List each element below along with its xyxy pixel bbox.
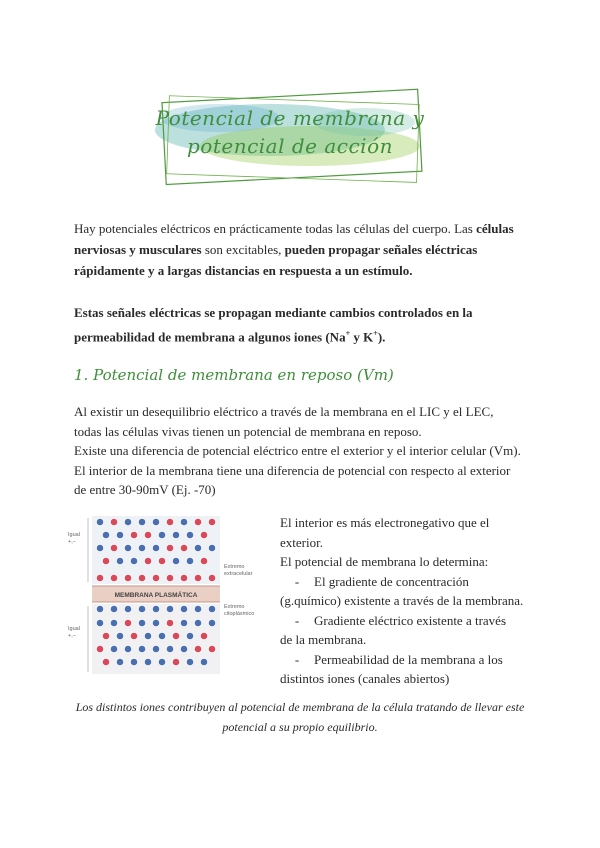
section-1-paragraph [74,402,534,500]
cytoplasmic-label-2: citoplásmico [224,611,255,617]
membrane-diagram [68,512,268,680]
cation-icon [194,574,201,581]
caption-line: potencial a su propio equilibrio. [222,720,378,734]
cation-icon [138,574,145,581]
section-1-line: todas las células vivas tienen un potencial de membrana en reposo. [74,423,422,439]
cation-icon [194,645,201,652]
intro2-sup-1: + [345,329,351,338]
section-1-line: El interior de la membrana tiene una diferencia de potencial con respecto al exterior [74,462,511,478]
list-dash: - [294,651,300,667]
anion-icon [96,518,103,525]
intro2-bold-3: ). [377,329,386,345]
anion-icon [186,557,193,564]
anion-icon [130,658,137,665]
cation-icon [130,632,137,639]
anion-icon [124,605,131,612]
anion-icon [144,658,151,665]
anion-icon [138,518,145,525]
bottom-left-label-2: +,− [68,633,76,639]
list-item-text-cont: de la membrana. [280,632,367,647]
title-line-1: Potencial de membrana y [155,106,425,130]
anion-icon [144,632,151,639]
anion-icon [158,531,165,538]
list-item-text: Gradiente eléctrico existente a través [314,612,507,628]
cation-icon [144,557,151,564]
anion-icon [194,544,201,551]
cation-icon [124,619,131,626]
anion-icon [172,531,179,538]
intro2-bold-2: y K [350,329,374,345]
anion-icon [158,632,165,639]
anion-icon [166,605,173,612]
anion-icon [116,658,123,665]
cation-icon [110,574,117,581]
section-1-line: Al existir un desequilibrio eléctrico a través de la membrana en el LIC y el LEC, [74,404,494,419]
cation-icon [194,518,201,525]
intro-bold-1: células nerviosas y musculares [74,221,514,257]
cation-icon [200,531,207,538]
anion-icon [166,645,173,652]
cation-icon [110,518,117,525]
bottom-left-label: Igual [68,626,80,632]
side-list-item [280,611,540,631]
anion-icon [152,645,159,652]
anion-icon [110,619,117,626]
anion-icon [138,544,145,551]
anion-icon [130,557,137,564]
top-left-label-2: +,− [68,539,76,545]
cation-icon [166,544,173,551]
anion-icon [194,605,201,612]
cation-icon [180,574,187,581]
side-line: El potencial de membrana lo determina: [280,554,489,569]
cation-icon [208,574,215,581]
anion-icon [194,619,201,626]
anion-icon [208,605,215,612]
anion-icon [96,605,103,612]
cation-icon [180,544,187,551]
anion-icon [152,518,159,525]
anion-icon [116,557,123,564]
extracellular-label-2: extracelular [224,571,253,577]
cation-icon [158,557,165,564]
anion-icon [152,605,159,612]
anion-icon [110,645,117,652]
anion-icon [124,645,131,652]
cation-icon [96,574,103,581]
intro-paragraph-2 [74,302,534,347]
side-list-item [280,650,540,670]
anion-icon [208,619,215,626]
anion-icon [116,632,123,639]
cation-icon [166,619,173,626]
anion-icon [180,518,187,525]
list-item-text: Permeabilidad de la membrana a los [314,651,503,667]
anion-icon [138,605,145,612]
list-dash: - [294,612,300,628]
intro2-sup-2: + [373,329,378,338]
cation-icon [208,645,215,652]
intro-text-2: son excitables, [201,242,285,257]
anion-icon [138,645,145,652]
cation-icon [102,557,109,564]
side-text [280,513,540,689]
list-item-text: El gradiente de concentración [314,573,469,589]
anion-icon [152,619,159,626]
anion-icon [186,658,193,665]
section-1-line: Existe una diferencia de potencial eléctrico entre el exterior y el interior celular (Vm). [74,443,521,458]
top-left-label: Igual [68,532,80,538]
title-line-2: potencial de acción [186,134,393,158]
anion-icon [96,544,103,551]
anion-icon [138,619,145,626]
anion-icon [186,632,193,639]
side-list-item [280,572,540,592]
intro-bold-2: pueden propagar señales eléctricas rápidamente y a largas distancias en respuesta a un estímulo. [74,242,478,278]
cation-icon [172,658,179,665]
figure-caption [70,697,530,737]
cation-icon [110,544,117,551]
extracellular-label: Extremo [224,564,245,570]
list-dash: - [294,573,300,589]
cation-icon [102,658,109,665]
anion-icon [172,557,179,564]
cation-icon [130,531,137,538]
cation-icon [166,518,173,525]
anion-icon [124,544,131,551]
side-line: El interior es más electronegativo que el [280,515,490,530]
cation-icon [200,557,207,564]
cation-icon [200,632,207,639]
anion-icon [124,518,131,525]
cation-icon [102,632,109,639]
anion-icon [158,658,165,665]
intro2-bold-1: Estas señales eléctricas se propagan mediante cambios controlados en la permeabilidad de membrana a algunos iones (Na [74,305,473,345]
anion-icon [180,619,187,626]
anion-icon [208,544,215,551]
section-1-title: 1. Potencial de membrana en reposo (Vm) [74,366,394,384]
cation-icon [172,632,179,639]
intro-text-1: Hay potenciales eléctricos en prácticamente todas las células del cuerpo. Las [74,221,477,236]
membrane-figure [68,512,268,680]
anion-icon [152,544,159,551]
cation-icon [152,574,159,581]
caption-line: Los distintos iones contribuyen al potencial de membrana de la célula tratando de llevar este [75,700,525,714]
anion-icon [200,658,207,665]
cation-icon [124,574,131,581]
cation-icon [208,518,215,525]
intro-paragraph [74,218,534,281]
anion-icon [186,531,193,538]
cation-icon [96,645,103,652]
anion-icon [110,605,117,612]
anion-icon [116,531,123,538]
anion-icon [96,619,103,626]
anion-icon [102,531,109,538]
list-item-text-cont: (g.químico) existente a través de la membrana. [280,593,524,608]
title-block [150,88,430,188]
side-line: exterior. [280,534,323,550]
cytoplasmic-label: Extremo [224,604,245,610]
cation-icon [166,574,173,581]
membrane-label: MEMBRANA PLASMÁTICA [114,592,198,599]
list-item-text-cont: distintos iones (canales abiertos) [280,671,450,686]
anion-icon [180,645,187,652]
cation-icon [144,531,151,538]
section-1-line: de entre 30-90mV (Ej. -70) [74,482,216,497]
anion-icon [180,605,187,612]
